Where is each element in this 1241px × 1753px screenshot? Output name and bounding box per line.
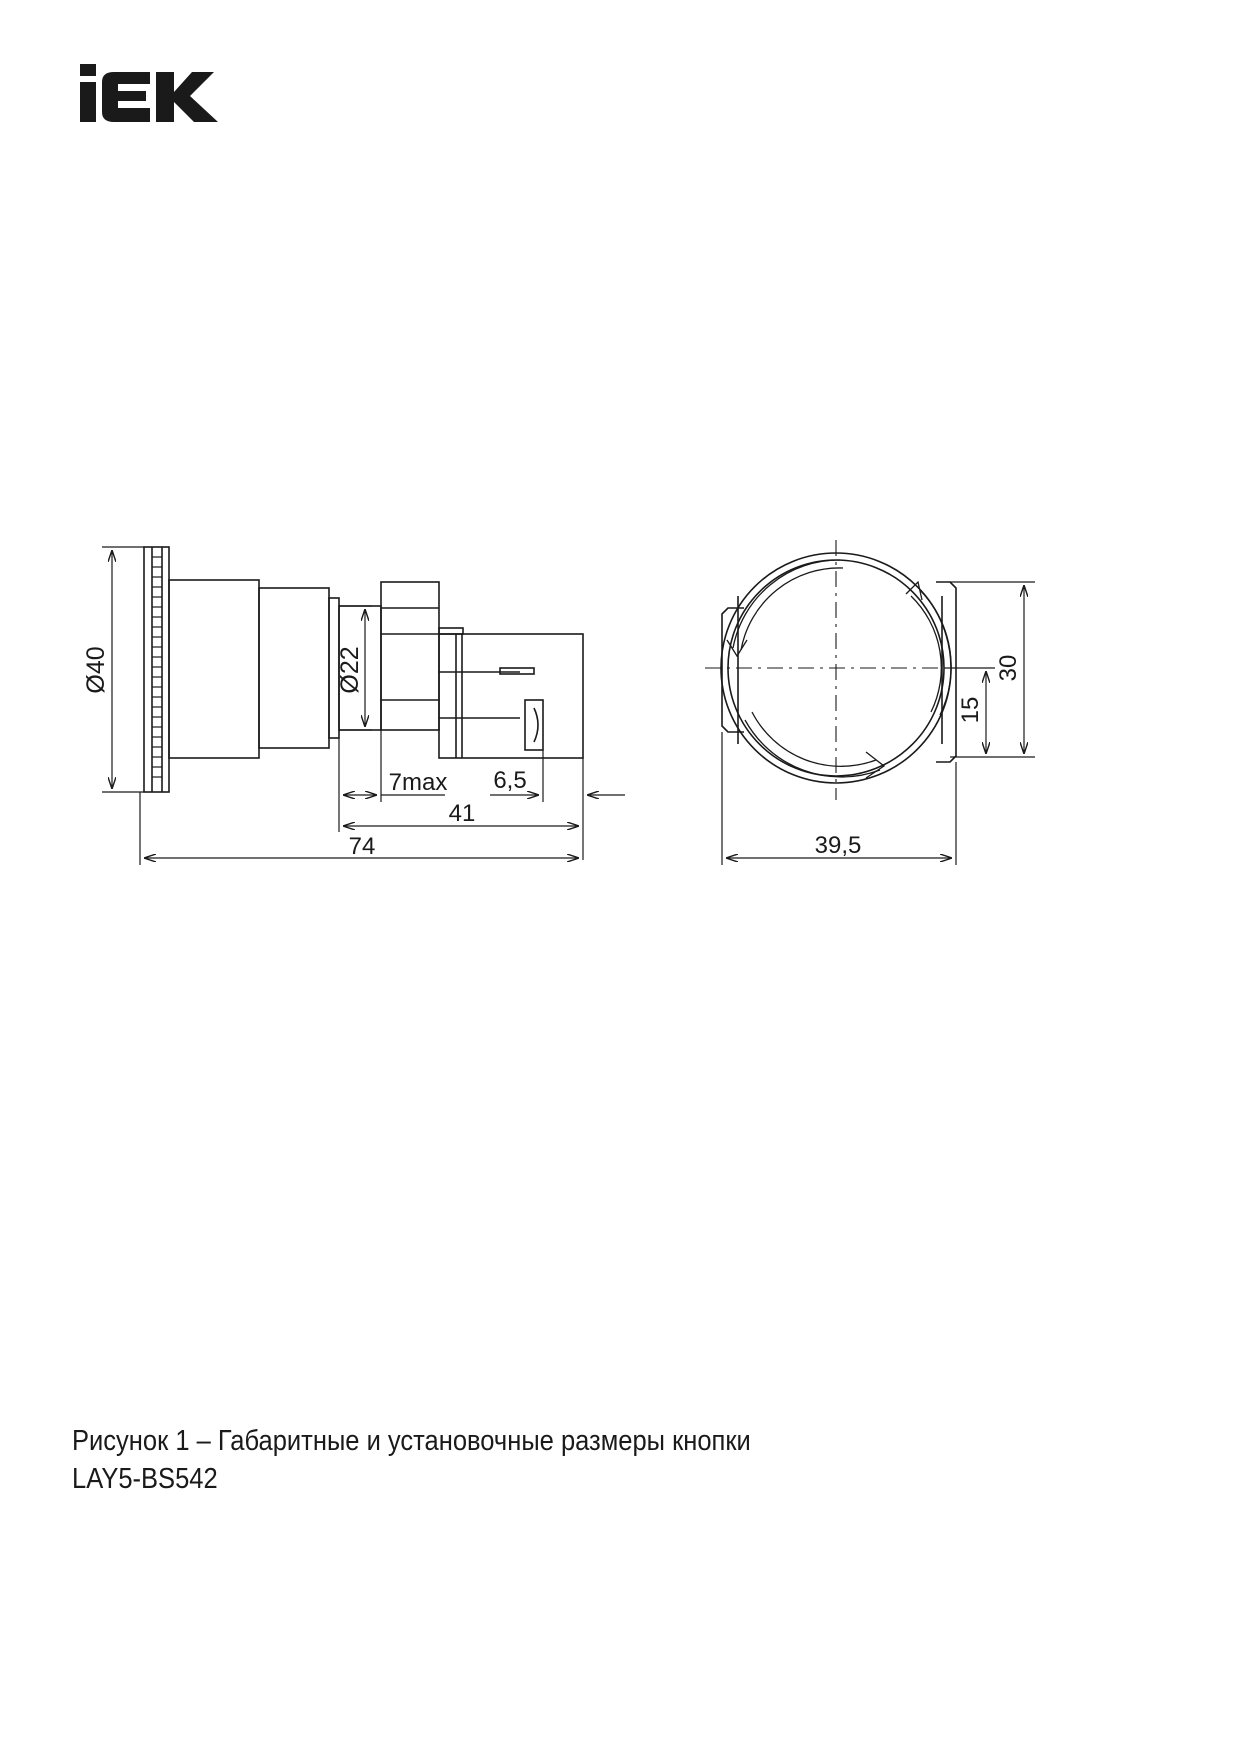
caption-line-2: LAY5-BS542 [72, 1463, 218, 1495]
side-dimension-labels [82, 646, 527, 860]
dim-panel-label: 7max [388, 769, 448, 796]
front-dimensions [722, 582, 1035, 865]
dim-body-label: 41 [448, 800, 476, 827]
flange-hatching [152, 557, 162, 777]
caption-line-1: Рисунок 1 – Габаритные и установочные размеры кнопки [72, 1425, 751, 1457]
dim-height-label: 30 [995, 654, 1022, 682]
figure-caption [72, 1422, 864, 1498]
front-view [705, 540, 990, 800]
dim-diameter-head-label: Ø40 [82, 646, 110, 694]
dim-terminal-label: 6,5 [493, 767, 527, 794]
dim-diameter-mount-label: Ø22 [336, 646, 364, 694]
dim-total-label: 74 [348, 833, 376, 860]
dim-width-label: 39,5 [814, 832, 862, 859]
dim-half-height-label: 15 [957, 696, 984, 724]
side-dimensions [102, 547, 625, 865]
